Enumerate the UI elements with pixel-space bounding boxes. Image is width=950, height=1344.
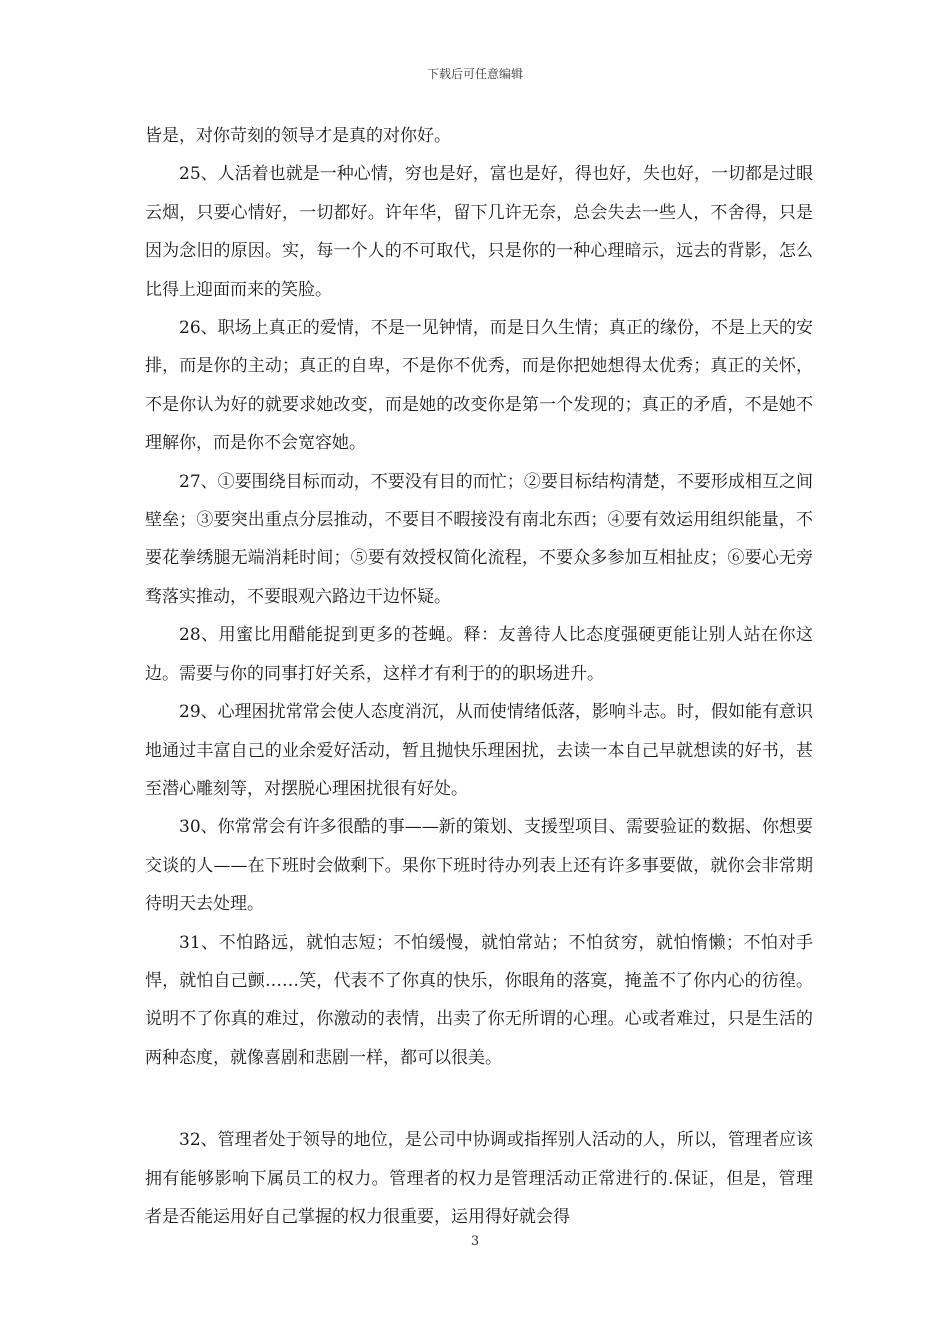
paragraph-continuation: 皆是，对你苛刻的领导才是真的对你好。: [145, 126, 451, 146]
page-header: 下载后可任意编辑: [426, 67, 523, 81]
paragraph-28: 28、用蜜比用醋能捉到更多的苍蝇。释：友善待人比态度强硬更能让别人站在你这边。需要与你的同事打好关系，这样才有利于的的职场进升。: [145, 625, 813, 684]
paragraph-27: 27、①要围绕目标而动，不要没有目的而忙；②要目标结构清楚，不要形成相互之间壁垒；③要突出重点分层推动，不要目不暇接没有南北东西；④要有效运用组织能量，不要花拳绣腿无端消耗时间；⑤要有效授权简化流程，不要众多参加互相扯皮；⑥要心无旁骛落实推动，不要眼观六路边干边怀疑。: [145, 471, 813, 607]
paragraph-spacer: [145, 1077, 813, 1121]
document-body: [145, 117, 813, 1236]
paragraph-26: 26、职场上真正的爱情，不是一见钟情，而是日久生情；真正的缘份，不是上天的安排，而是你的主动；真正的自卑，不是你不优秀，而是你把她想得太优秀；真正的关怀，不是你认为好的就要求她改变，而是她的改变你是第一个发现的；真正的矛盾，不是她不理解你，而是你不会宽容她。: [145, 318, 813, 454]
paragraph-30: 30、你常常会有许多很酷的事——新的策划、支援型项目、需要验证的数据、你想要交谈的人——在下班时会做剩下。果你下班时待办列表上还有许多事要做，就你会非常期待明天去处理。: [145, 817, 813, 915]
paragraph-32: 32、管理者处于领导的地位，是公司中协调或指挥别人活动的人，所以，管理者应该拥有能够影响下属员工的权力。管理者的权力是管理活动正常进行的.保证，但是，管理者是否能运用好自己掌握的权力很重要，运用得好就会得: [145, 1130, 813, 1227]
paragraph-31: 31、不怕路远，就怕志短；不怕缓慢，就怕常站；不怕贫穷，就怕惰懒；不怕对手悍，就怕自己颤……笑，代表不了你真的快乐，你眼角的落寞，掩盖不了你内心的彷徨。说明不了你真的难过，你激动的表情，出卖了你无所谓的心理。心或者难过，只是生活的两种态度，就像喜剧和悲剧一样，都可以很美。: [145, 932, 813, 1068]
paragraph-29: 29、心理困扰常常会使人态度消沉，从而使情绪低落，影响斗志。时，假如能有意识地通过丰富自己的业余爱好活动，暂且抛快乐理困扰，去读一本自己早就想读的好书，甚至潜心雕刻等，对摆脱心理困扰很有好处。: [145, 702, 813, 799]
paragraph-25: 25、人活着也就是一种心情，穷也是好，富也是好，得也好，失也好，一切都是过眼云烟，只要心情好，一切都好。许年华，留下几许无奈，总会失去一些人，不舍得，只是因为念旧的原因。实，每一个人的不可取代，只是你的一种心理暗示，远去的背影，怎么比得上迎面而来的笑脸。: [145, 164, 813, 300]
page-number: 3: [470, 1234, 480, 1249]
